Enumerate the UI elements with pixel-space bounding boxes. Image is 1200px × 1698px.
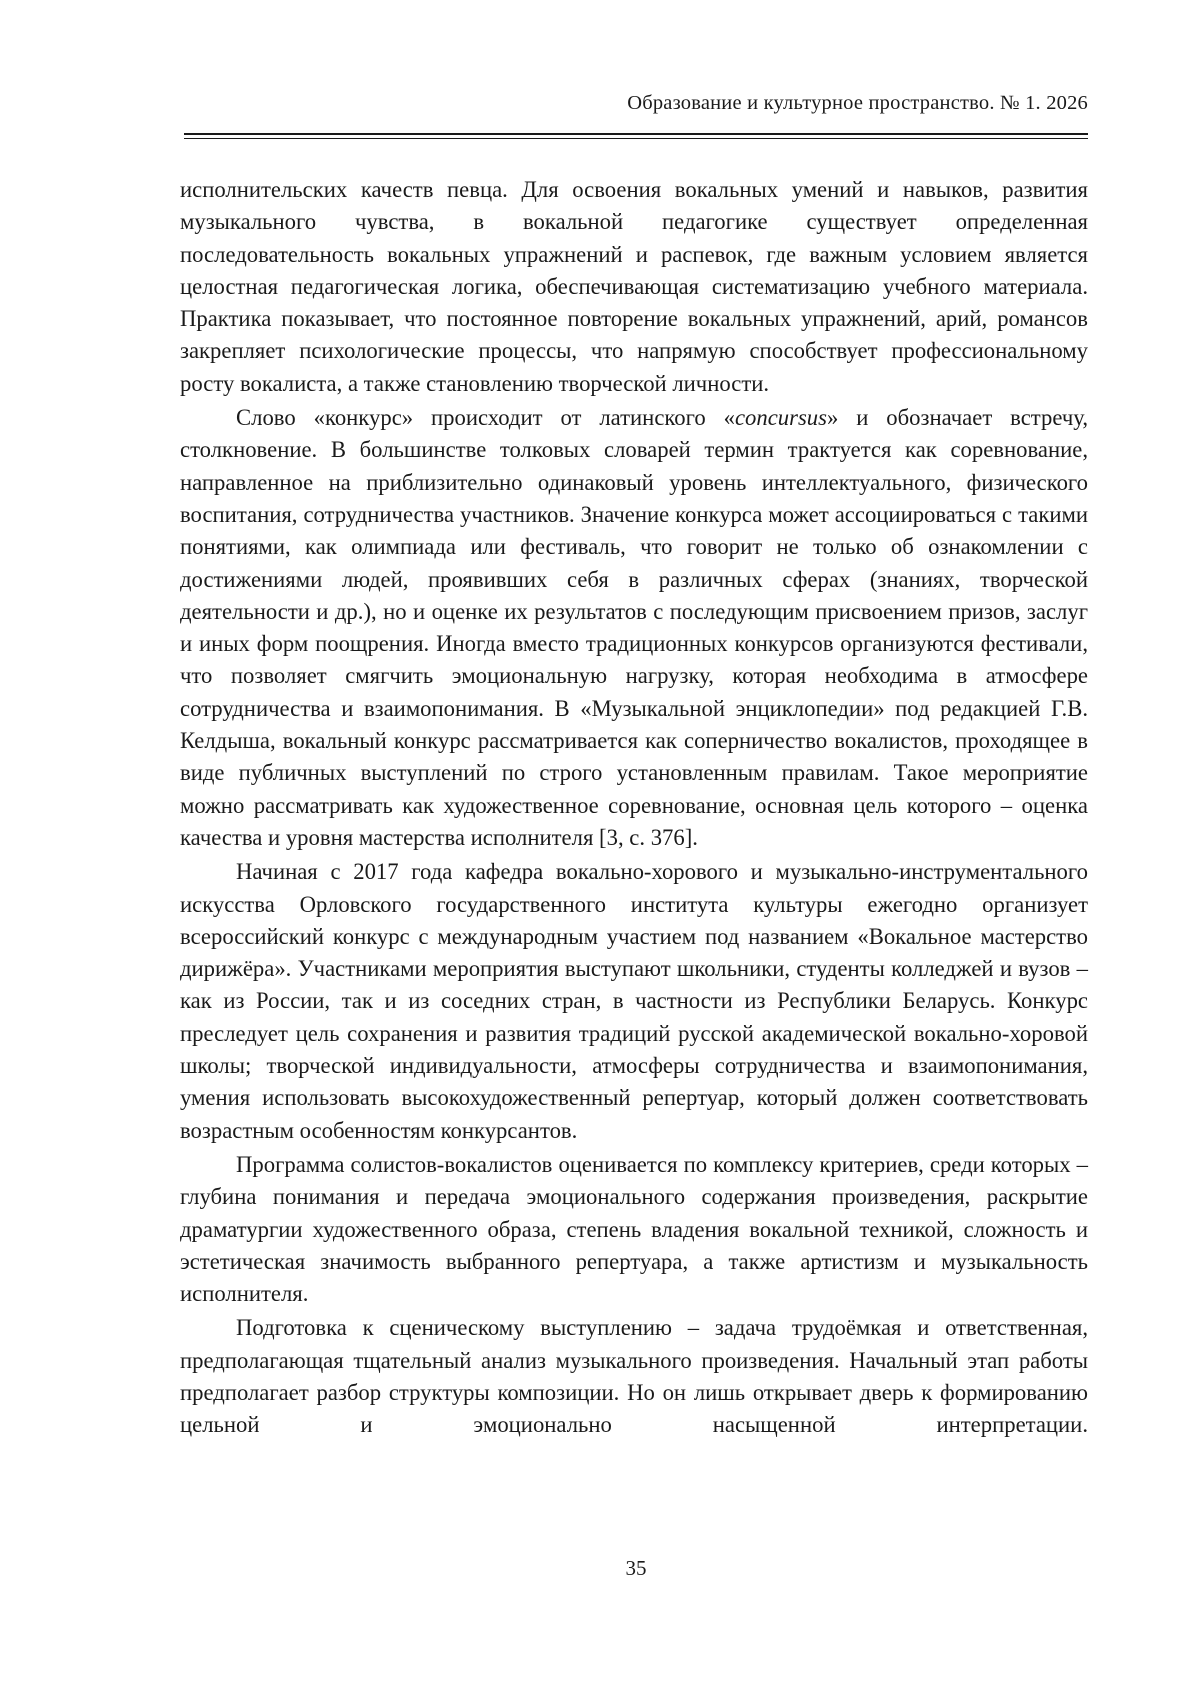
header-rule-thick bbox=[184, 133, 1088, 135]
paragraph-text: исполнительских качеств певца. Для освоения вокальных умений и навыков, развития музыкального чувства, в вокальной педагогике существует определенная последовательность вокальных упражнений и распевок, где важным условием является целостная педагогическая логика, обеспечивающая систематизацию учебного материала. Практика показывает, что постоянное повторение вокальных упражнений, арий, романсов закрепляет психологические процессы, что напрямую способствует профессиональному росту вокалиста, а также становлению творческой личности. bbox=[180, 177, 1088, 396]
paragraph-text: » и обозначает встречу, столкновение. В большинстве толковых словарей термин трактуется как соревнование, направленное на приблизительно одинаковый уровень интеллектуального, физического воспитания, сотрудничества участников. Значение конкурса может ассоциироваться с такими понятиями, как олимпиада или фестиваль, что говорит не только об ознакомлении с достижениями людей, проявивших себя в различных сферах (знаниях, творческой деятельности и др.), но и оценке их результатов с последующим присвоением призов, заслуг и иных форм поощрения. Иногда вместо традиционных конкурсов организуются фестивали, что позволяет смягчить эмоциональную нагрузку, которая необходима в атмосфере сотрудничества и взаимопонимания. В «Музыкальной энциклопедии» под редакцией Г.В. Келдыша, вокальный конкурс рассматривается как соперничество вокалистов, проходящее в виде публичных выступлений по строго установленным правилам. Такое мероприятие можно рассматривать как художественное соревнование, основная цель которого – оценка качества и уровня мастерства исполнителя [3, с. 376]. bbox=[180, 405, 1088, 850]
running-header: Образование и культурное пространство. № 1. 2026 bbox=[627, 92, 1088, 114]
article-body bbox=[180, 174, 1088, 1444]
paragraph-evaluation-criteria bbox=[180, 1149, 1088, 1310]
paragraph-stage-preparation bbox=[180, 1312, 1088, 1441]
paragraph-orel-competition bbox=[180, 856, 1088, 1147]
paragraph-text: Программа солистов-вокалистов оценивается по комплексу критериев, среди которых – глубина понимания и передача эмоционального содержания произведения, раскрытие драматургии художественного образа, степень владения вокальной техникой, сложность и эстетическая значимость выбранного репертуара, а также артистизм и музыкальность исполнителя. bbox=[180, 1151, 1088, 1307]
paragraph-text: Начиная с 2017 года кафедра вокально-хорового и музыкально-инструментального искусства Орловского государственного института культуры ежегодно организует всероссийский конкурс с международным участием под названием «Вокальное мастерство дирижёра». Участниками мероприятия выступают школьники, студенты колледжей и вузов – как из России, так и из соседних стран, в частности из Республики Беларусь. Конкурс преследует цель сохранения и развития традиций русской академической вокально-хоровой школы; творческой индивидуальности, атмосферы сотрудничества и взаимопонимания, умения использовать высокохудожественный репертуар, который должен соответствовать возрастным особенностям конкурсантов. bbox=[180, 859, 1088, 1143]
latin-term: concursus bbox=[734, 405, 827, 431]
header-double-rule bbox=[184, 133, 1088, 140]
header-rule-thin bbox=[184, 138, 1088, 139]
paragraph-continuation bbox=[180, 174, 1088, 400]
page-number: 35 bbox=[625, 1556, 647, 1580]
paragraph-text: Подготовка к сценическому выступлению – задача трудоёмкая и ответственная, предполагающая тщательный анализ музыкального произведения. Начальный этап работы предполагает разбор структуры композиции. Но он лишь открывает дверь к формированию цельной и эмоционально насыщенной интерпретации. bbox=[180, 1315, 1088, 1438]
paragraph-text: Слово «конкурс» происходит от латинского « bbox=[236, 405, 735, 431]
paragraph-konkurs-definition bbox=[180, 402, 1088, 854]
